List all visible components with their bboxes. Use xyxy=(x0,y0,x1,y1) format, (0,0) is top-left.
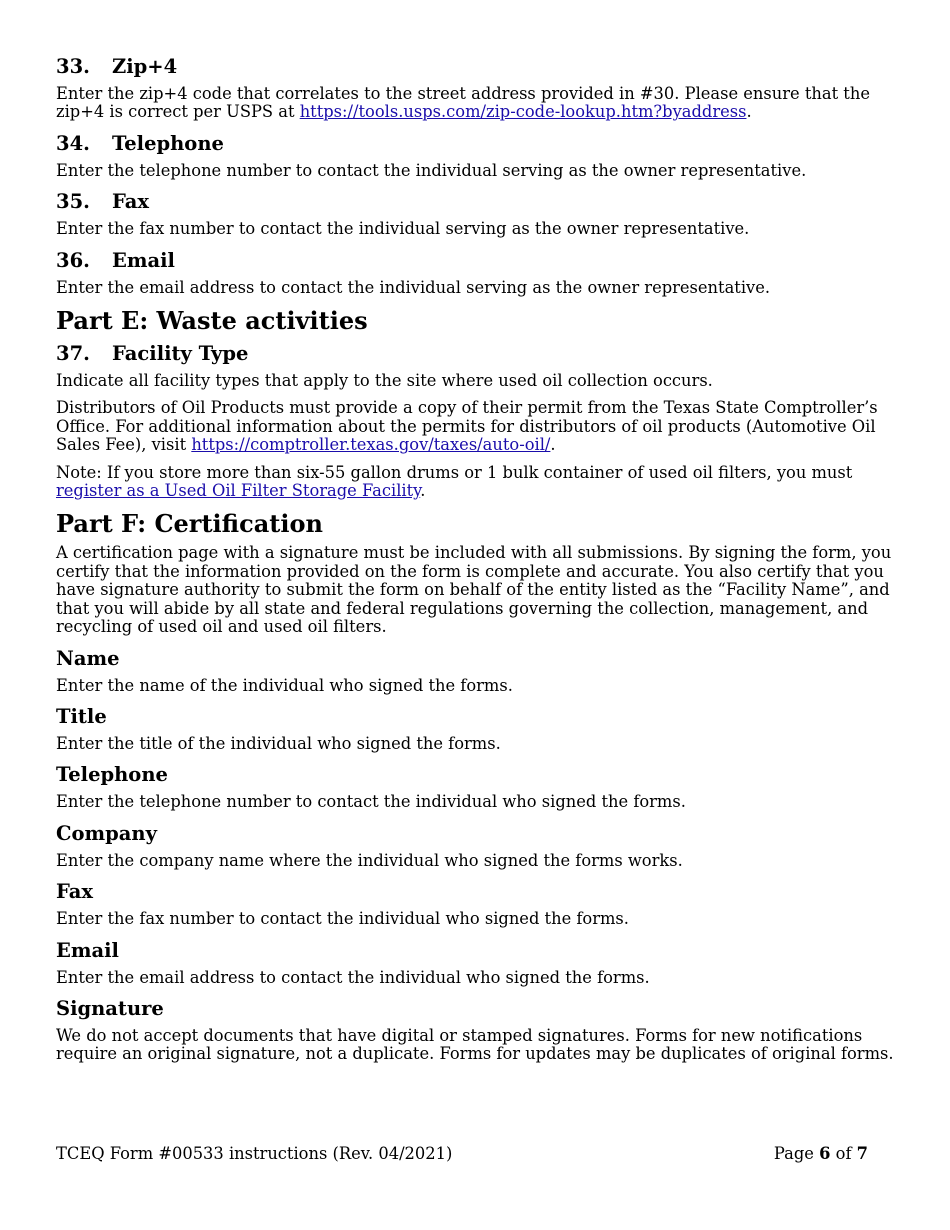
body-text: . xyxy=(550,435,556,455)
page-total: 7 xyxy=(856,1144,868,1163)
field-heading-name: Name xyxy=(56,646,120,670)
field-heading-company: Company xyxy=(56,821,157,845)
body-text: . xyxy=(420,481,426,501)
field-heading-telephone: Telephone xyxy=(56,763,168,787)
field-body-email: Enter the email address to contact the individual who signed the forms. xyxy=(56,967,650,987)
section-body-fax: Enter the fax number to contact the individual serving as the owner representative. xyxy=(56,219,750,239)
section-title: Zip+4 xyxy=(112,55,178,78)
section-number: 34. xyxy=(56,131,90,155)
section-body-telephone: Enter the telephone number to contact the individual serving as the owner representative. xyxy=(56,160,807,180)
field-body-fax: Enter the fax number to contact the individual who signed the forms. xyxy=(56,909,629,929)
body-text: . xyxy=(746,102,752,122)
document-page xyxy=(56,54,898,1073)
field-heading-title: Title xyxy=(56,704,107,728)
section-heading-telephone xyxy=(56,131,898,157)
section-number: 36. xyxy=(56,248,90,272)
field-heading-signature: Signature xyxy=(56,996,164,1020)
section-title: Facility Type xyxy=(112,342,249,366)
of-word: of xyxy=(835,1144,852,1163)
certification-intro: A certification page with a signature must be included with all submissions. By signing the form, you certify that the information provided on the form is complete and accurate. You also certify that you have signature authority to submit the form on behalf of the entity listed as the “Facility Name”, and that you will abide by all state and federal regulations governing the collection, management, and recycling of used oil and used oil filters. xyxy=(56,543,892,637)
register-filter-storage-link[interactable]: register as a Used Oil Filter Storage Facility xyxy=(56,481,421,501)
section-heading-email xyxy=(56,248,898,274)
comptroller-auto-oil-link[interactable]: https://comptroller.texas.gov/taxes/auto-oil/ xyxy=(191,435,551,455)
section-title: Email xyxy=(112,248,175,272)
field-body-telephone: Enter the telephone number to contact the individual who signed the forms. xyxy=(56,792,686,812)
section-number: 35. xyxy=(56,190,90,214)
usps-zip-lookup-link[interactable]: https://tools.usps.com/zip-code-lookup.htm?byaddress xyxy=(299,102,747,122)
section-body-email: Enter the email address to contact the individual serving as the owner representative. xyxy=(56,277,771,297)
page-number xyxy=(774,1144,868,1164)
section-number: 33. xyxy=(56,55,90,78)
facility-type-paragraph-2 xyxy=(56,399,898,454)
page-current: 6 xyxy=(819,1144,831,1163)
section-title: Telephone xyxy=(112,131,224,155)
section-number: 37. xyxy=(56,342,90,366)
field-body-company: Enter the company name where the individual who signed the forms works. xyxy=(56,850,683,870)
form-label: TCEQ Form #00533 instructions (Rev. 04/2021) xyxy=(56,1144,453,1163)
section-heading-facility-type xyxy=(56,341,898,367)
section-body-zip4 xyxy=(56,85,898,122)
field-body-name: Enter the name of the individual who signed the forms. xyxy=(56,675,513,695)
facility-type-note xyxy=(56,464,898,501)
section-heading-fax xyxy=(56,189,898,215)
body-text: Distributors of Oil Products must provide a copy of their permit from the Texas State Comptroller’s Office. For additional information about the permits for distributors of oil products (Automotive Oil Sales Fee), visit xyxy=(56,398,878,455)
part-e-heading: Part E: Waste activities xyxy=(56,306,368,336)
field-body-title: Enter the title of the individual who signed the forms. xyxy=(56,733,501,753)
body-text: Enter the zip+4 code that correlates to the street address provided in #30. Please ensure that the zip+4 is correct per USPS at xyxy=(56,84,870,122)
field-heading-fax: Fax xyxy=(56,880,94,904)
field-heading-email: Email xyxy=(56,938,119,962)
section-title: Fax xyxy=(112,190,150,214)
body-text: Note: If you store more than six-55 gallon drums or 1 bulk container of used oil filters, you must xyxy=(56,462,853,482)
field-body-signature: We do not accept documents that have digital or stamped signatures. Forms for new notifications require an original signature, not a duplicate. Forms for updates may be duplicates of original forms. xyxy=(56,1025,894,1064)
facility-type-paragraph-1: Indicate all facility types that apply to the site where used oil collection occurs. xyxy=(56,371,713,391)
section-heading-zip4 xyxy=(56,54,898,80)
page-word: Page xyxy=(773,1144,814,1163)
part-f-heading: Part F: Certification xyxy=(56,509,323,539)
